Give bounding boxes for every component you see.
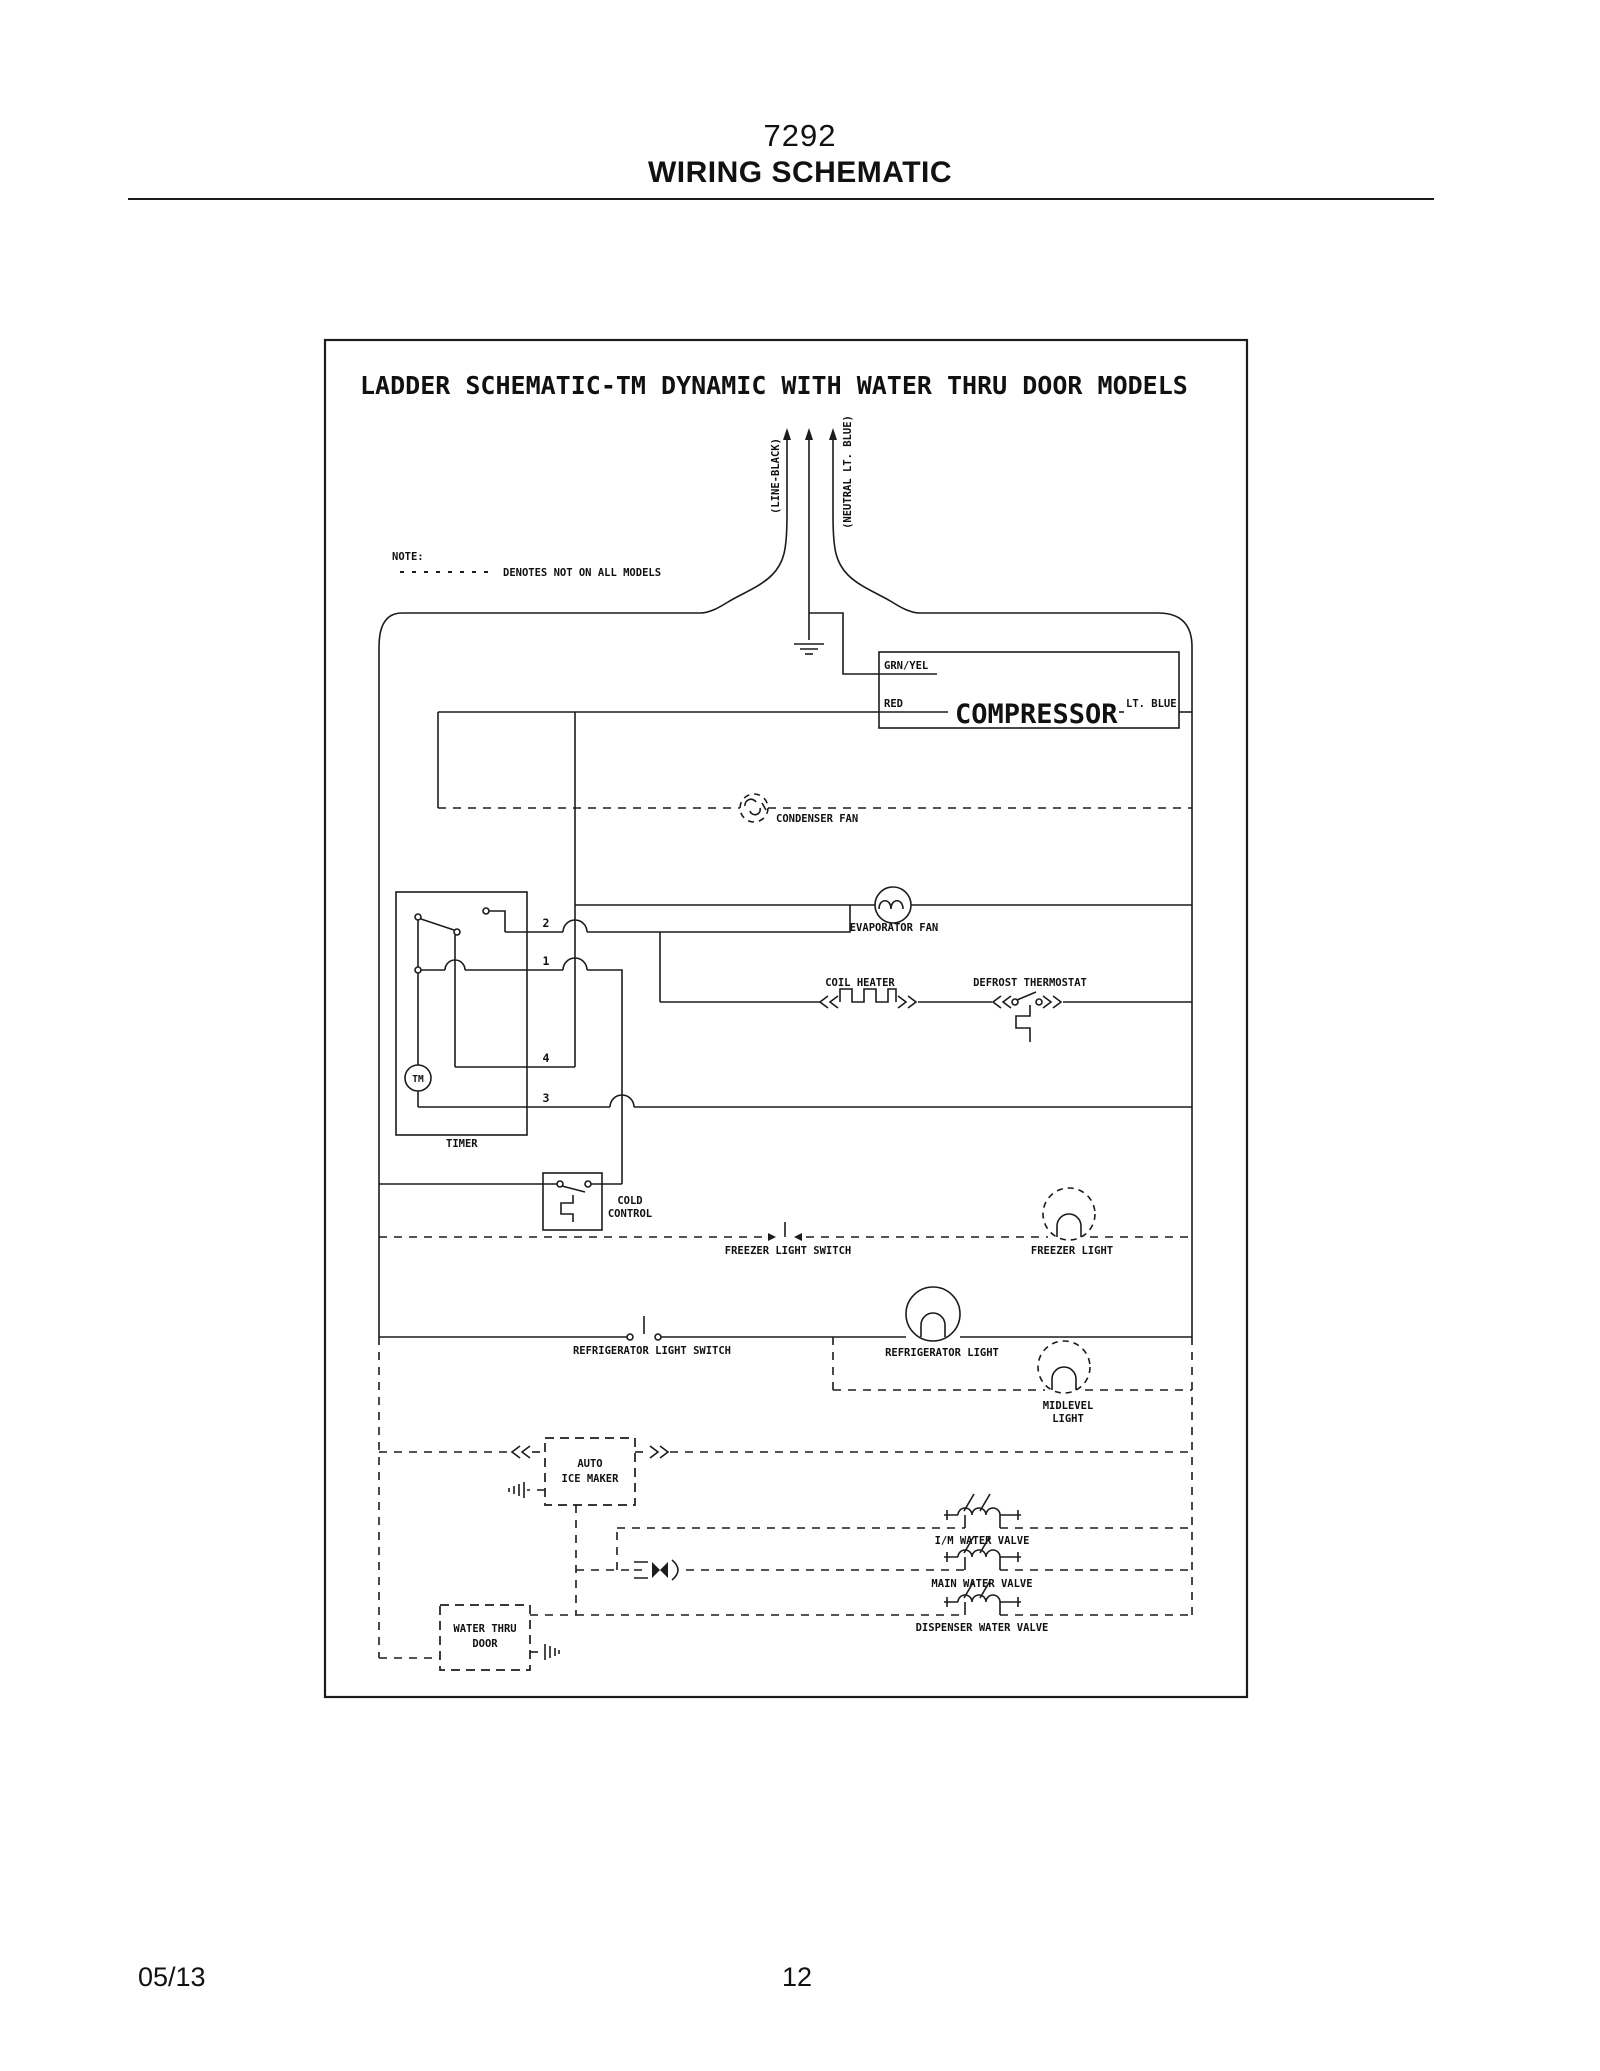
- page-title: WIRING SCHEMATIC: [647, 156, 953, 189]
- midlevel-light-label-2: LIGHT: [1052, 1413, 1084, 1425]
- condenser-fan-label: CONDENSER FAN: [776, 813, 859, 825]
- timer-box: [396, 892, 527, 1135]
- main-water-valve-label: MAIN WATER VALVE: [931, 1578, 1033, 1590]
- timer-motor-label: TM: [412, 1074, 424, 1085]
- switch-arrow-icon: [768, 1233, 776, 1241]
- compressor-label: COMPRESSOR: [955, 699, 1118, 730]
- compressor-symbol: [879, 652, 1192, 730]
- dispenser-water-valve-symbol: [576, 1581, 1192, 1634]
- refrigerator-light-bulb-icon: [906, 1287, 960, 1341]
- cold-control-symbol: [379, 1173, 652, 1230]
- defrost-thermostat-symbol: [973, 977, 1192, 1042]
- note-block: [392, 551, 661, 579]
- dispenser-water-valve-label: DISPENSER WATER VALVE: [915, 1622, 1049, 1634]
- cold-control-label-2: CONTROL: [607, 1208, 653, 1220]
- evaporator-fan-label: EVAPORATOR FAN: [849, 922, 939, 934]
- auto-ice-maker-symbol: [379, 1438, 1192, 1615]
- coil-heater-symbol: [660, 977, 992, 1008]
- note-text: DENOTES NOT ON ALL MODELS: [503, 567, 662, 579]
- ice-maker-box: [545, 1438, 635, 1505]
- ground-arrow-icon: [805, 428, 813, 440]
- connector-icon: [576, 1560, 965, 1580]
- line-arrow-icon: [783, 428, 791, 440]
- refrigerator-light-label: REFRIGERATOR LIGHT: [885, 1347, 999, 1359]
- freezer-light-row: [379, 1188, 1192, 1257]
- defrost-thermostat-label: DEFROST THERMOSTAT: [973, 977, 1087, 989]
- refrigerator-light-row: [379, 1287, 1192, 1359]
- footer-page-number: 12: [782, 1962, 813, 1992]
- neutral-label: (NEUTRAL LT. BLUE): [842, 415, 854, 529]
- line-black-label: (LINE-BLACK): [770, 438, 782, 514]
- timer-symbol: [396, 892, 1192, 1184]
- water-thru-door-symbol: [379, 1605, 576, 1670]
- footer-date: 05/13: [138, 1962, 206, 1992]
- water-thru-door-label-1: WATER THRU: [453, 1623, 517, 1635]
- page-model-number: 7292: [763, 118, 837, 153]
- evaporator-fan-symbol: [575, 887, 1192, 934]
- im-water-valve-label: I/M WATER VALVE: [934, 1535, 1030, 1547]
- coil-heater-label: COIL HEATER: [825, 977, 895, 989]
- timer-label: TIMER: [446, 1138, 478, 1150]
- water-thru-door-ground-icon: [530, 1644, 559, 1660]
- timer-terminal-2: 2: [542, 916, 550, 930]
- red-label: RED: [884, 698, 903, 710]
- earth-ground-icon: [794, 644, 824, 654]
- ice-maker-label-2: ICE MAKER: [561, 1473, 619, 1485]
- lt-blue-label: LT. BLUE: [1126, 698, 1177, 710]
- power-entry: [379, 415, 1192, 1337]
- freezer-light-label: FREEZER LIGHT: [1030, 1245, 1114, 1257]
- switch-arrow-icon: [794, 1233, 802, 1241]
- im-water-valve-symbol: [617, 1494, 1192, 1570]
- ice-maker-label-1: AUTO: [577, 1458, 603, 1470]
- water-thru-door-label-2: DOOR: [472, 1638, 498, 1650]
- timer-terminal-4: 4: [542, 1051, 550, 1065]
- refrigerator-light-switch-label: REFRIGERATOR LIGHT SWITCH: [572, 1345, 732, 1357]
- grn-yel-label: GRN/YEL: [884, 660, 929, 672]
- neutral-arrow-icon: [829, 428, 837, 440]
- midlevel-light-label-1: MIDLEVEL: [1042, 1400, 1094, 1412]
- cold-control-label-1: COLD: [617, 1195, 643, 1207]
- timer-terminal-1: 1: [542, 954, 550, 968]
- note-label: NOTE:: [392, 551, 424, 563]
- freezer-light-switch-label: FREEZER LIGHT SWITCH: [724, 1245, 852, 1257]
- schematic-title: LADDER SCHEMATIC-TM DYNAMIC WITH WATER THRU DOOR MODELS: [360, 371, 1188, 400]
- condenser-fan-symbol: [438, 794, 1192, 825]
- condenser-fan-motor-icon: [740, 794, 768, 822]
- ice-maker-ground-icon: [509, 1482, 545, 1498]
- timer-terminal-3: 3: [542, 1091, 550, 1105]
